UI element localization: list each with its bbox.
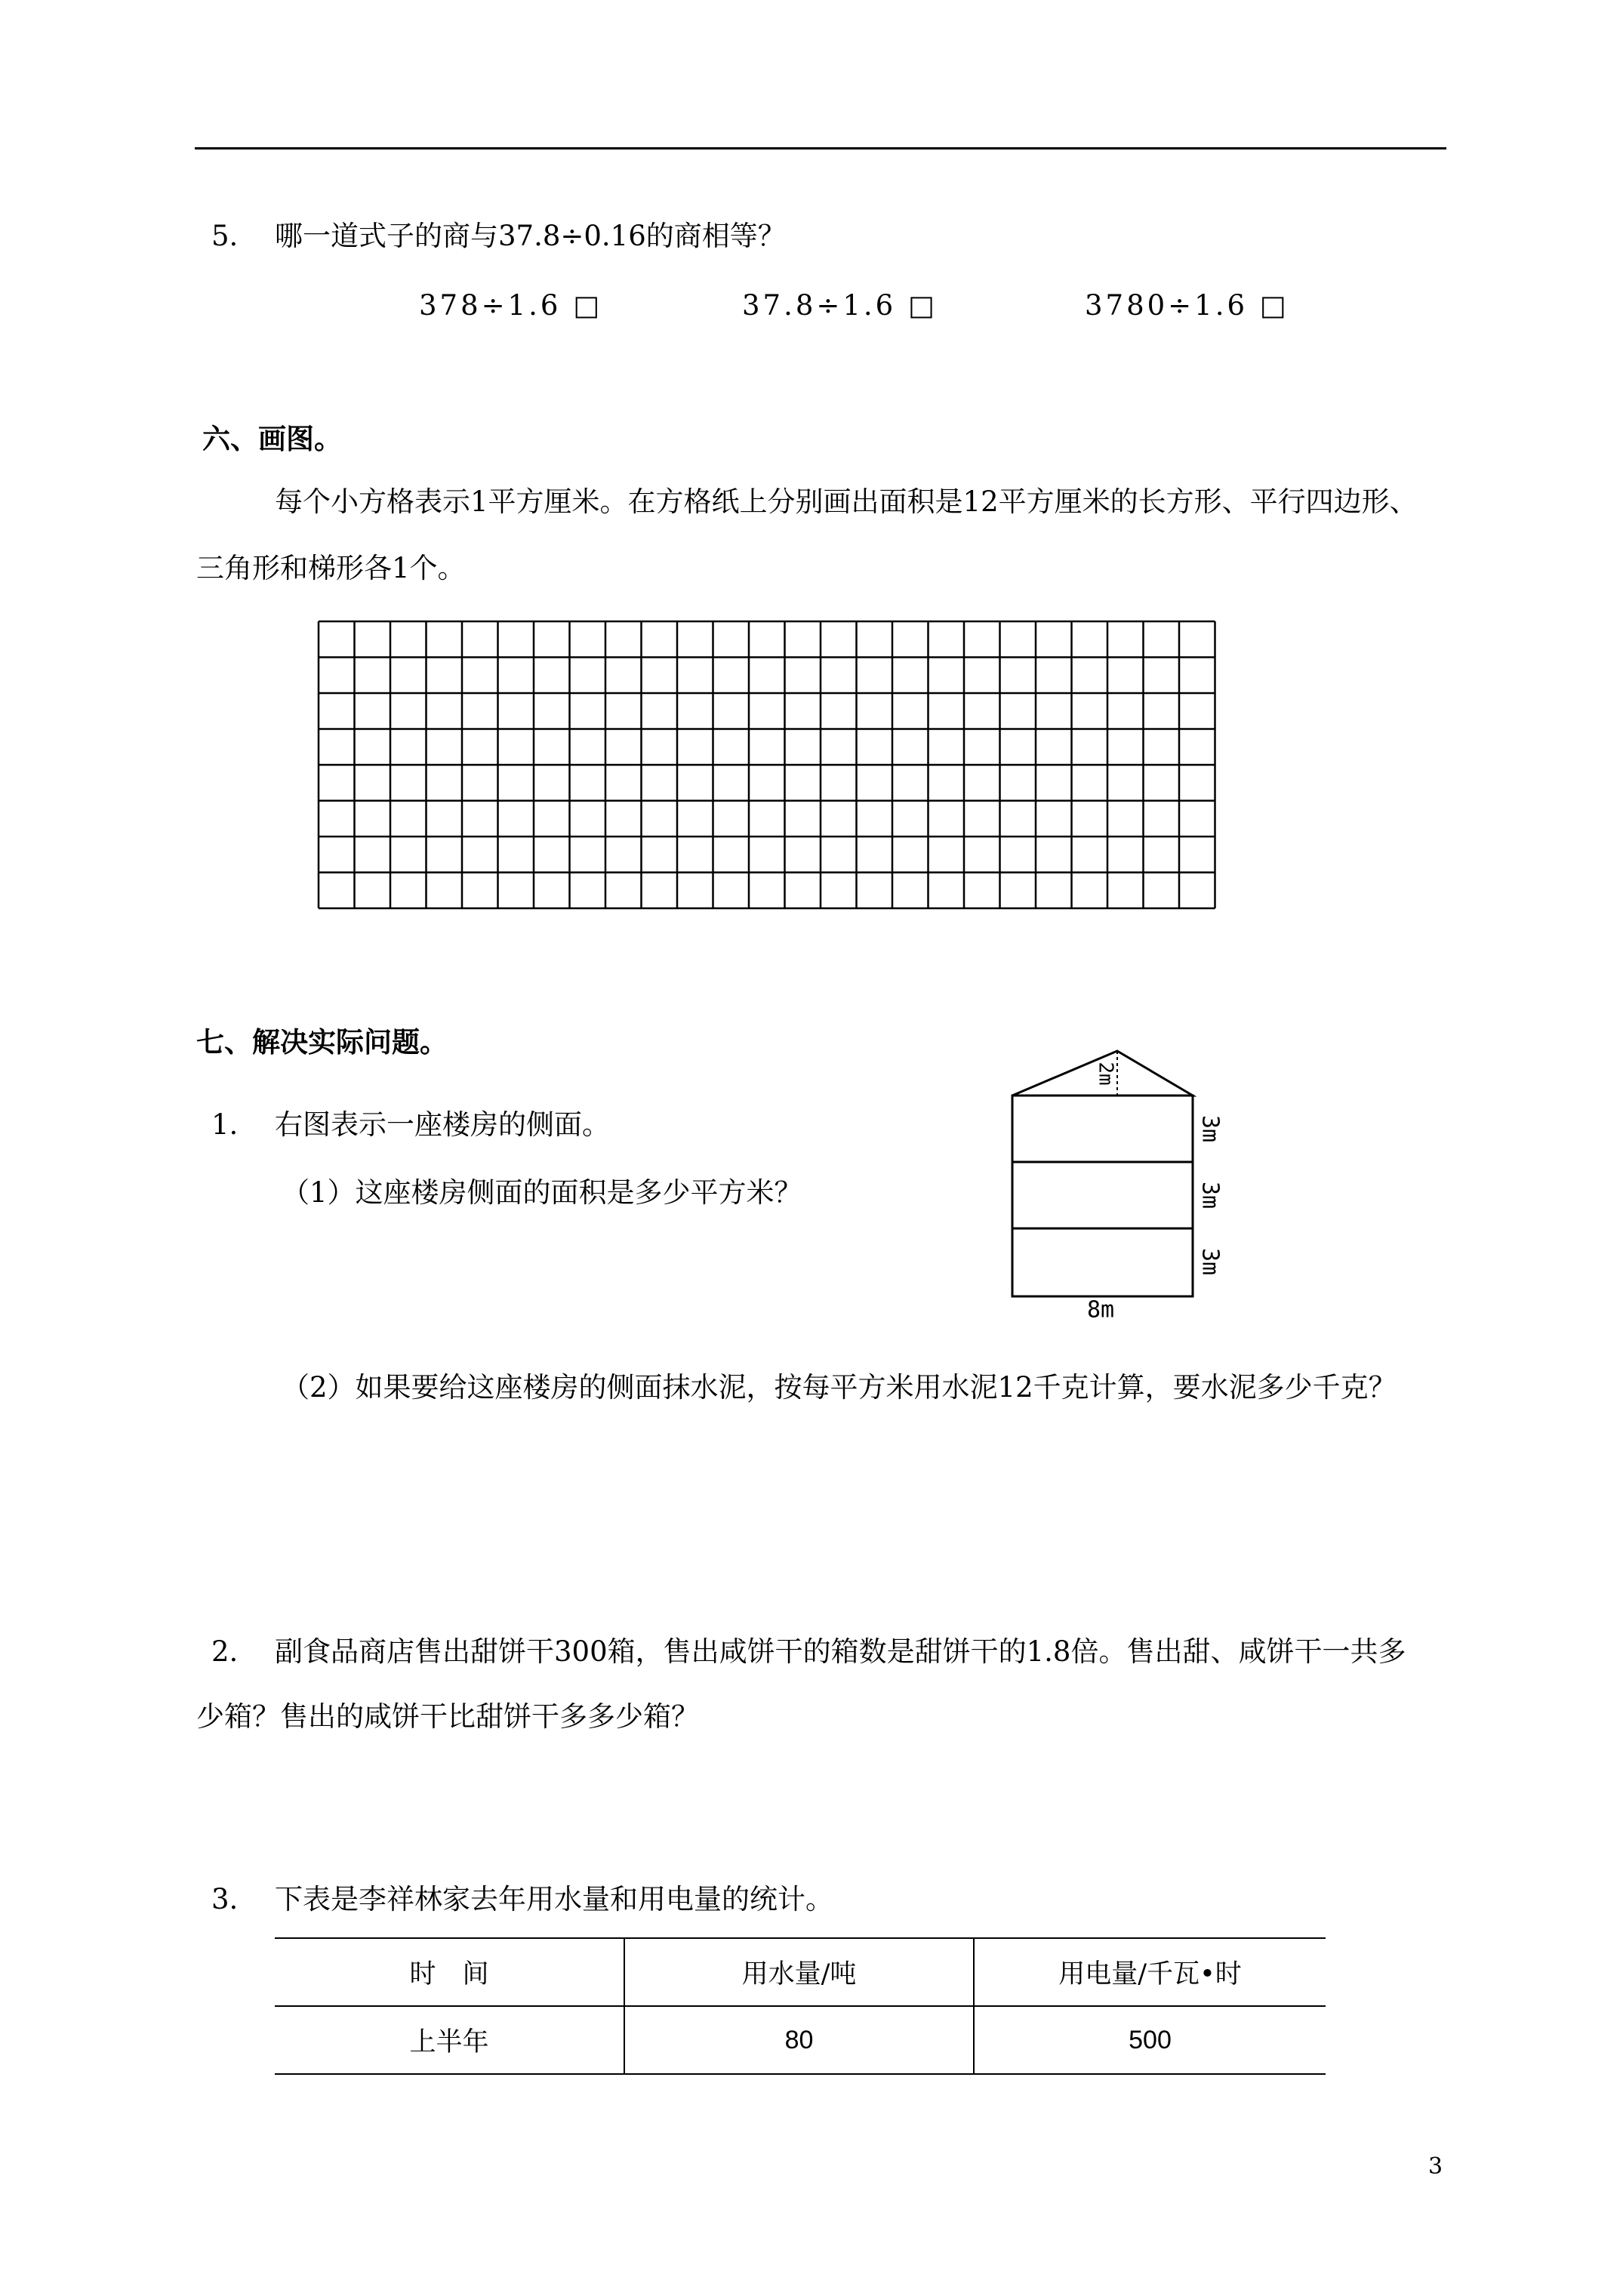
question-5-option-c: 3780÷1.6 □ <box>1085 289 1289 322</box>
problem-3-number: 3. <box>211 1883 239 1915</box>
grid-paper <box>317 620 1217 910</box>
question-5-text: 哪一道式子的商与37.8÷0.16的商相等？ <box>275 220 786 252</box>
page-number: 3 <box>1428 2153 1443 2180</box>
floor-height-label: 3m <box>1196 1247 1224 1276</box>
drawing-instruction-line-1: 每个小方格表示1平方厘米。在方格纸上分别画出面积是12平方厘米的长方形、平行四边形、 <box>275 485 1418 518</box>
problem-2-line-2: 少箱？售出的咸饼干比甜饼干多多少箱？ <box>196 1700 699 1733</box>
roof-height-label: 2m <box>1094 1062 1117 1086</box>
question-5-option-b: 37.8÷1.6 □ <box>742 289 938 322</box>
table-header-cell: 用水量/吨 <box>624 1938 974 2006</box>
problem-3-text: 下表是李祥林家去年用水量和用电量的统计。 <box>275 1883 833 1915</box>
floor-height-label: 3m <box>1196 1114 1224 1143</box>
header-rule <box>195 147 1446 149</box>
table-header-row <box>275 1938 1326 2006</box>
table-header-cell: 时 间 <box>275 1938 624 2006</box>
problem-1-part-1: （1）这座楼房侧面的面积是多少平方米？ <box>282 1176 802 1209</box>
floor-height-label: 3m <box>1196 1181 1224 1210</box>
problem-2-number: 2. <box>211 1635 239 1668</box>
question-5-option-a: 378÷1.6 □ <box>419 289 603 322</box>
table-cell: 上半年 <box>275 2006 624 2074</box>
problem-1-part-2: （2）如果要给这座楼房的侧面抹水泥，按每平方米用水泥12千克计算，要水泥多少千克？ <box>282 1371 1397 1404</box>
table-cell: 500 <box>974 2006 1326 2074</box>
building-width-label: 8m <box>1086 1296 1115 1324</box>
drawing-instruction-line-2: 三角形和梯形各1个。 <box>196 552 466 584</box>
table-cell: 80 <box>624 2006 974 2074</box>
building-side-diagram <box>981 1034 1246 1329</box>
table-row <box>275 2006 1326 2074</box>
section-problems-heading: 七、解决实际问题。 <box>196 1025 448 1059</box>
usage-table <box>275 1937 1326 2075</box>
question-5-number: 5. <box>211 220 239 252</box>
table-header-cell: 用电量/千瓦•时 <box>974 1938 1326 2006</box>
problem-2-line-1: 副食品商店售出甜饼干300箱，售出咸饼干的箱数是甜饼干的1.8倍。售出甜、咸饼干一共多 <box>275 1635 1406 1668</box>
building-outline <box>1012 1096 1193 1296</box>
section-drawing-heading: 六、画图。 <box>202 422 342 455</box>
problem-1-number: 1. <box>211 1108 239 1141</box>
problem-1-text: 右图表示一座楼房的侧面。 <box>275 1108 610 1141</box>
